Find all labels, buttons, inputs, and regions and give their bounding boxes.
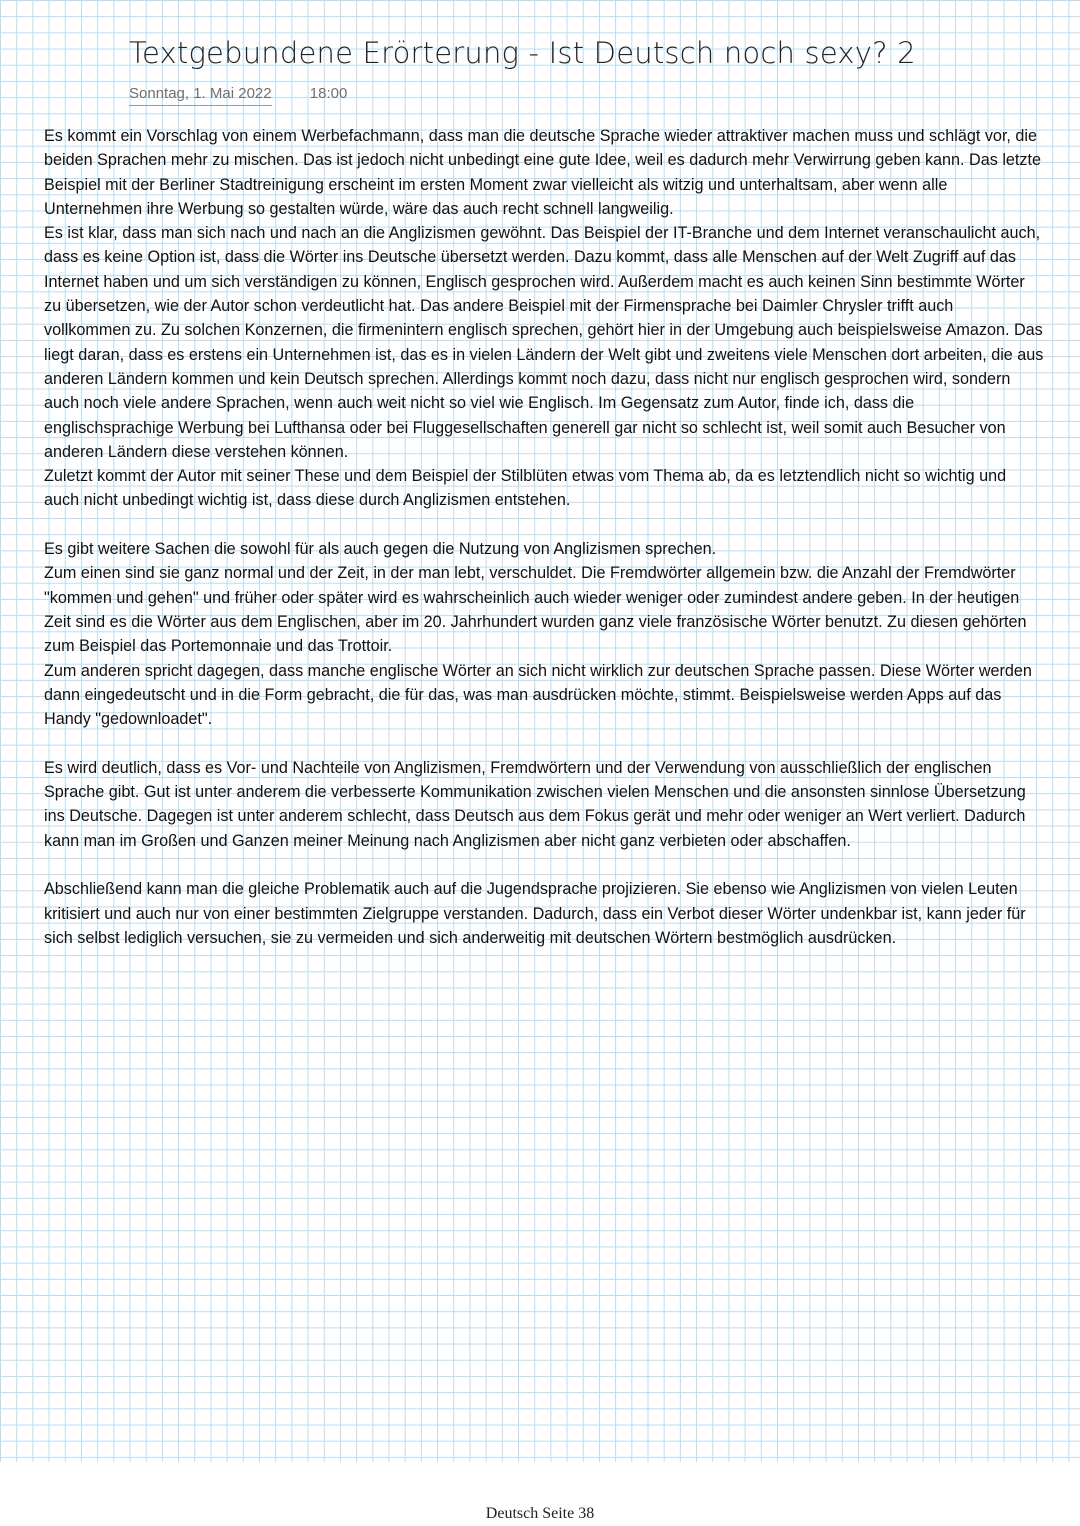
paragraph: Es ist klar, dass man sich nach und nach an die Anglizismen gewöhnt. Das Beispiel der IT-Branche und dem Internet veranschaulicht auch, dass es keine Option ist, dass die Wörter ins Deutsche übersetzt werden. Dazu kommt, dass alle Menschen auf der Welt Zugriff auf das Internet haben und um sich verständigen zu können, Englisch gesprochen wird. Außerdem macht es auch keinen Sinn bestimmte Wörter zu übersetzen, wie der Autor schon verdeutlicht hat. Das andere Beispiel mit der Firmensprache bei Daimler Chrysler trifft auch vollkommen zu. Zu solchen Konzernen, die firmenintern englisch sprechen, gehört hier in der Umgebung auch beispielsweise Amazon. Das liegt daran, dass es erstens ein Unternehmen ist, das es in vielen Ländern der Welt gibt und zweitens viele Menschen dort arbeiten, die aus anderen Ländern kommen und kein Deutsch sprechen. Allerdings kommt noch dazu, dass nicht nur englisch gesprochen wird, sondern auch noch viele andere Sprachen, wenn auch weit nicht so viel wie Englisch. Im Gegensatz zum Autor, finde ich, dass die englischsprachige Werbung bei Lufthansa oder bei Fluggesellschaften generell gar nicht so schlecht ist, weil somit auch Besucher von anderen Ländern diese verstehen können. bbox=[44, 224, 1044, 461]
paragraph: Es gibt weitere Sachen die sowohl für als auch gegen die Nutzung von Anglizismen sprechen. bbox=[44, 540, 717, 559]
note-time: 18:00 bbox=[309, 85, 348, 102]
paragraph-gap bbox=[44, 731, 1044, 755]
paragraph-gap bbox=[44, 853, 1044, 877]
paragraph: Zum anderen spricht dagegen, dass manche englische Wörter an sich nicht wirklich zur deutschen Sprache passen. Diese Wörter werden dann eingedeutscht und in die Form gebracht, die für das, was man ausdrücken möchte, stimmt. Beispielsweise werden Apps auf das Handy "gedownloadet". bbox=[44, 661, 1032, 729]
note-date: Sonntag, 1. Mai 2022 bbox=[129, 85, 272, 106]
page-footer: Deutsch Seite 38 bbox=[485, 1505, 595, 1522]
note-title: Textgebundene Erörterung - Ist Deutsch noch sexy? 2 bbox=[129, 36, 916, 70]
paragraph: Zum einen sind sie ganz normal und der Zeit, in der man lebt, verschuldet. Die Fremdwörter allgemein bzw. die Anzahl der Fremdwörter "kommen und gehen" und früher oder später wird es wahrscheinlich auch wieder weniger oder zumindest andere geben. In der heutigen Zeit sind es die Wörter aus dem Englischen, aber im 20. Jahrhundert wurden ganz viele französische Wörter benutzt. Zu diesen gehörten zum Beispiel das Portemonnaie und das Trottoir. bbox=[44, 564, 1027, 656]
paragraph: Abschließend kann man die gleiche Problematik auch auf die Jugendsprache projizieren. Sie ebenso wie Anglizismen von vielen Leuten kritisiert und auch nur von einer bestimmten Zielgruppe verstanden. Dadurch, dass ein Verbot dieser Wörter undenkbar ist, kann jeder für sich selbst lediglich versuchen, sie zu vermeiden und sich anderweitig mit deutschen Wörtern bestmöglich ausdrücken. bbox=[44, 880, 1026, 947]
paragraph: Zuletzt kommt der Autor mit seiner These und dem Beispiel der Stilblüten etwas vom Thema ab, da es letztendlich nicht so wichtig und auch nicht unbedingt wichtig ist, dass diese durch Anglizismen entstehen. bbox=[44, 467, 1007, 510]
paragraph-gap bbox=[44, 513, 1044, 537]
note-body bbox=[44, 124, 1044, 950]
note-meta bbox=[129, 85, 916, 106]
note-header bbox=[129, 36, 916, 106]
paragraph: Es kommt ein Vorschlag von einem Werbefachmann, dass man die deutsche Sprache wieder attraktiver machen muss und schlägt vor, die beiden Sprachen mehr zu mischen. Das ist jedoch nicht unbedingt eine gute Idee, weil es dadurch mehr Verwirrung geben kann. Das letzte Beispiel mit der Berliner Stadtreinigung erscheint im ersten Moment zwar vielleicht als witzig und unterhaltsam, aber wenn alle Unternehmen ihre Werbung so gestalten würde, wäre das auch recht schnell langweilig. bbox=[44, 127, 1042, 218]
paragraph: Es wird deutlich, dass es Vor- und Nachteile von Anglizismen, Fremdwörtern und der Verwendung von ausschließlich der englischen Sprache gibt. Gut ist unter anderem die verbesserte Kommunikation zwischen vielen Menschen und die ansonsten sinnlose Übersetzung ins Deutsche. Dagegen ist unter anderem schlecht, dass Deutsch aus dem Fokus gerät und mehr oder weniger an Wert verliert. Dadurch kann man im Großen und Ganzen meiner Meinung nach Anglizismen aber nicht ganz verbieten oder abschaffen. bbox=[44, 758, 1026, 850]
